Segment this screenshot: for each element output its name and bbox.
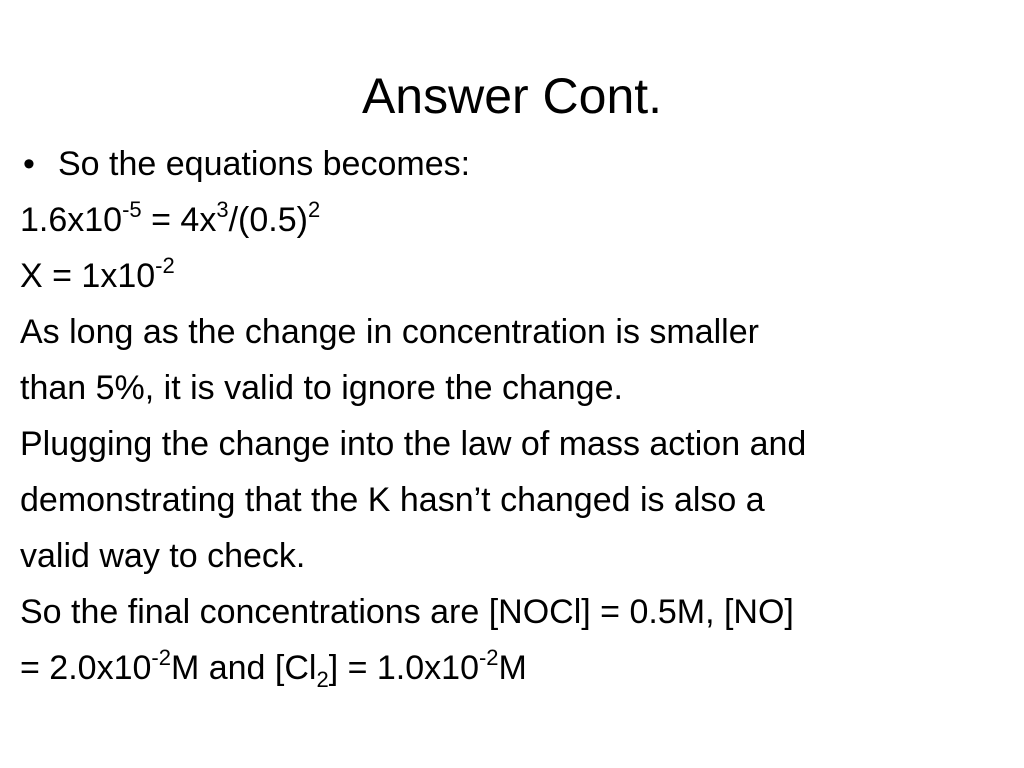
paragraph-line: demonstrating that the K hasn’t changed is also a [20,481,765,519]
eq1-middle: = 4x [141,201,217,239]
paragraph-line [20,640,1000,696]
conc-part-d: M [498,649,527,687]
eq1-after: /(0.5) [228,201,308,239]
conc-exponent-1: -2 [151,645,171,670]
paragraph-final-concentrations [20,584,1000,696]
eq1-exponent-3: 2 [307,197,321,222]
eq1-exponent-2: 3 [216,197,229,222]
paragraph-line: than 5%, it is valid to ignore the change. [20,369,623,407]
conc-part-a: = 2.0x10 [20,649,152,687]
conc-part-c: ] = 1.0x10 [328,649,479,687]
equation-1 [20,192,1000,248]
equation-2 [20,248,1000,304]
eq2-exponent: -2 [155,253,175,278]
conc-exponent-2: -2 [478,645,499,670]
bullet-item [20,136,1000,192]
slide-body [20,136,1000,696]
paragraph-line: valid way to check. [20,537,306,575]
paragraph-line: Plugging the change into the law of mass action and [20,425,807,463]
slide-title: Answer Cont. [361,68,663,124]
paragraph-validity [20,304,1000,416]
eq1-base: 1.6x10 [20,201,123,239]
bullet-text: So the equations becomes: [58,145,471,183]
conc-part-b: M and [Cl [170,649,317,687]
eq1-exponent-1: -5 [122,197,142,222]
paragraph-line: So the final concentrations are [NOCl] = 0.5M, [NO] [20,593,794,631]
paragraph-check [20,416,1000,584]
eq2-base: X = 1x10 [20,257,156,295]
conc-subscript: 2 [316,667,329,692]
bullet-icon: • [23,145,35,183]
paragraph-line: As long as the change in concentration is smaller [20,313,759,351]
